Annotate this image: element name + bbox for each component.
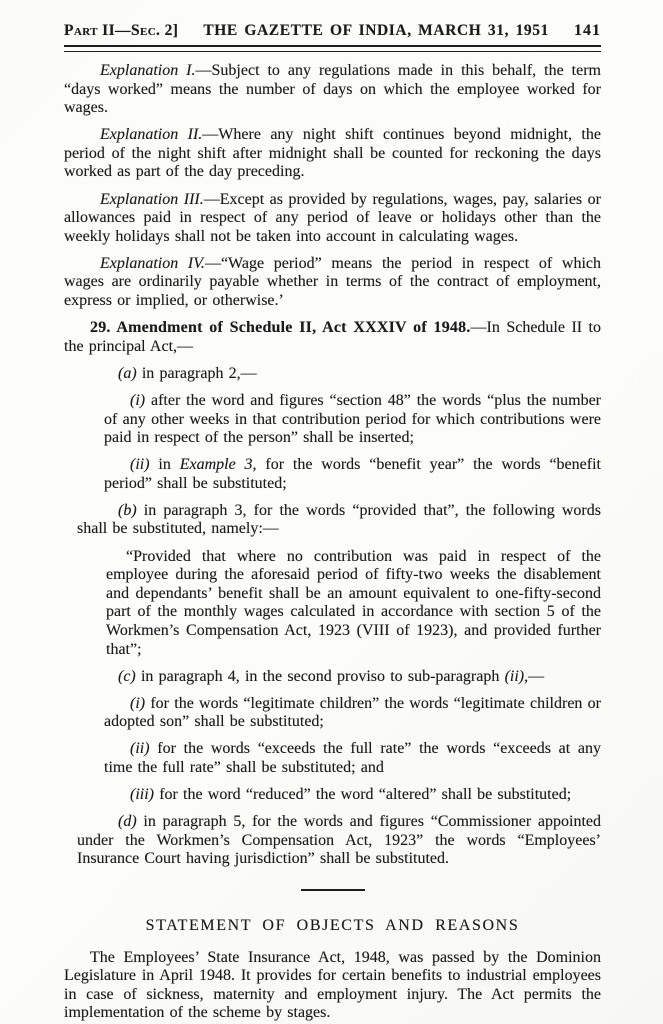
clause-a-i-label: (i) xyxy=(130,391,146,409)
clause-a-ii-text: , for the words “benefit year” the words “benefit period” shall be substituted; xyxy=(104,456,601,492)
clause-d xyxy=(77,813,601,869)
clause-c-ii-text: for the words “exceeds the full rate” the words “exceeds at any time the full rate” shall be substituted; and xyxy=(104,740,601,776)
explanation-1 xyxy=(64,62,601,118)
clause-c-iii xyxy=(104,786,601,805)
section-29-text: —In Schedule II to the principal Act,— xyxy=(64,319,602,355)
clause-c xyxy=(77,668,601,687)
proviso-quote xyxy=(106,548,601,660)
explanation-4 xyxy=(64,255,601,311)
explanation-3-text: —Except as provided by regulations, wages, pay, salaries or allowances paid in respect of any period of leave or holidays other than the weekly holidays shall not be taken into account in calculating wages. xyxy=(64,190,602,245)
clause-c-label: (c) xyxy=(118,667,136,685)
clause-c-iii-text: for the word “reduced” the word “altered” shall be substituted; xyxy=(154,786,572,804)
running-head xyxy=(64,22,601,40)
clause-c-i-label: (i) xyxy=(130,694,146,712)
clause-a-ii xyxy=(104,456,601,493)
explanation-1-lead: Explanation I. xyxy=(100,62,196,79)
clause-d-text: in paragraph 5, for the words and figures “Commissioner appointed under the Workmen’s Compensation Act, 1923” the words “Employees’ Insurance Court having jurisdiction” shall be substituted. xyxy=(77,813,601,868)
clause-a-i xyxy=(104,392,601,448)
explanation-3 xyxy=(64,191,601,247)
clause-c-ii-label: (ii) xyxy=(130,740,150,758)
section-29 xyxy=(64,319,601,356)
clause-a-ii-example-ref: Example 3 xyxy=(179,456,253,474)
clause-c-iii-label: (iii) xyxy=(130,786,154,804)
clause-b-label: (b) xyxy=(118,501,137,519)
section-divider-rule xyxy=(301,889,365,891)
statement-of-objects-body: The Employees’ State Insurance Act, 1948, was passed by the Dominion Legislature in April 1948. It provides for certain benefits to industrial employees in case of sickness, maternity and employment injury. The Act permits the implementation of the scheme by stages. xyxy=(64,948,601,1022)
clause-b xyxy=(77,502,601,539)
clause-a-ii-mid: in xyxy=(149,456,180,474)
clause-a-text: in paragraph 2,— xyxy=(136,364,257,382)
statement-of-objects-heading: STATEMENT OF OBJECTS AND REASONS xyxy=(145,916,520,934)
explanation-3-lead: Explanation III. xyxy=(100,190,204,208)
explanation-2-text: —Where any night shift continues beyond midnight, the period of the night shift after midnight shall be counted for reckoning the days worked as part of the day preceding. xyxy=(64,126,601,181)
clause-d-label: (d) xyxy=(118,813,137,831)
header-double-rule xyxy=(64,45,601,52)
clause-c-i-text: for the words “legitimate children” the words “legitimate children or adopted son” shall be substituted; xyxy=(104,694,601,731)
clause-c-mid: in paragraph 4, in the second proviso to sub-paragraph xyxy=(135,667,505,685)
proviso-text: “Provided that where no contribution was paid in respect of the employee during the aforesaid period of fifty-two weeks the disablement and dependants’ benefit shall be an amount equivalent to one-fifty-second part of the monthly wages calculated in accordance with section 5 of the Workmen’s Compensation Act, 1923 (VIII of 1923), and provided further that”; xyxy=(106,547,601,658)
explanation-2-lead: Explanation II. xyxy=(100,126,203,144)
clause-c-ii xyxy=(104,740,601,777)
header-part-section: Part II—Sec. 2] xyxy=(64,22,179,39)
page-body xyxy=(64,62,601,1023)
explanation-2 xyxy=(64,126,601,182)
clause-c-i xyxy=(104,695,601,732)
header-title: THE GAZETTE OF INDIA, MARCH 31, 1951 xyxy=(203,22,549,39)
clause-b-text: in paragraph 3, for the words “provided that”, the following words shall be substituted, namely:— xyxy=(77,501,601,538)
page-number: 141 xyxy=(573,22,601,39)
clause-c-subparagraph-ref: (ii) xyxy=(504,667,525,685)
clause-a-i-text: after the word and figures “section 48” the words “plus the number of any other weeks in that contribution period for which contributions were paid in respect of the person” shall be inserted; xyxy=(104,391,601,447)
explanation-4-lead: Explanation IV. xyxy=(100,254,205,272)
clause-a xyxy=(77,365,601,384)
clause-a-label: (a) xyxy=(118,364,137,382)
explanation-1-text: —Subject to any regulations made in this behalf, the term “days worked” means the number of days on which the employee worked for wages. xyxy=(64,62,601,117)
clause-a-ii-label: (ii) xyxy=(130,456,150,474)
clause-c-text: ,— xyxy=(524,667,545,685)
explanation-4-text: —“Wage period” means the period in respect of which wages are ordinarily payable whether in terms of the contract of employment, express or implied, or otherwise.’ xyxy=(64,254,601,310)
section-29-heading: 29. Amendment of Schedule II, Act XXXIV of 1948. xyxy=(90,319,471,337)
